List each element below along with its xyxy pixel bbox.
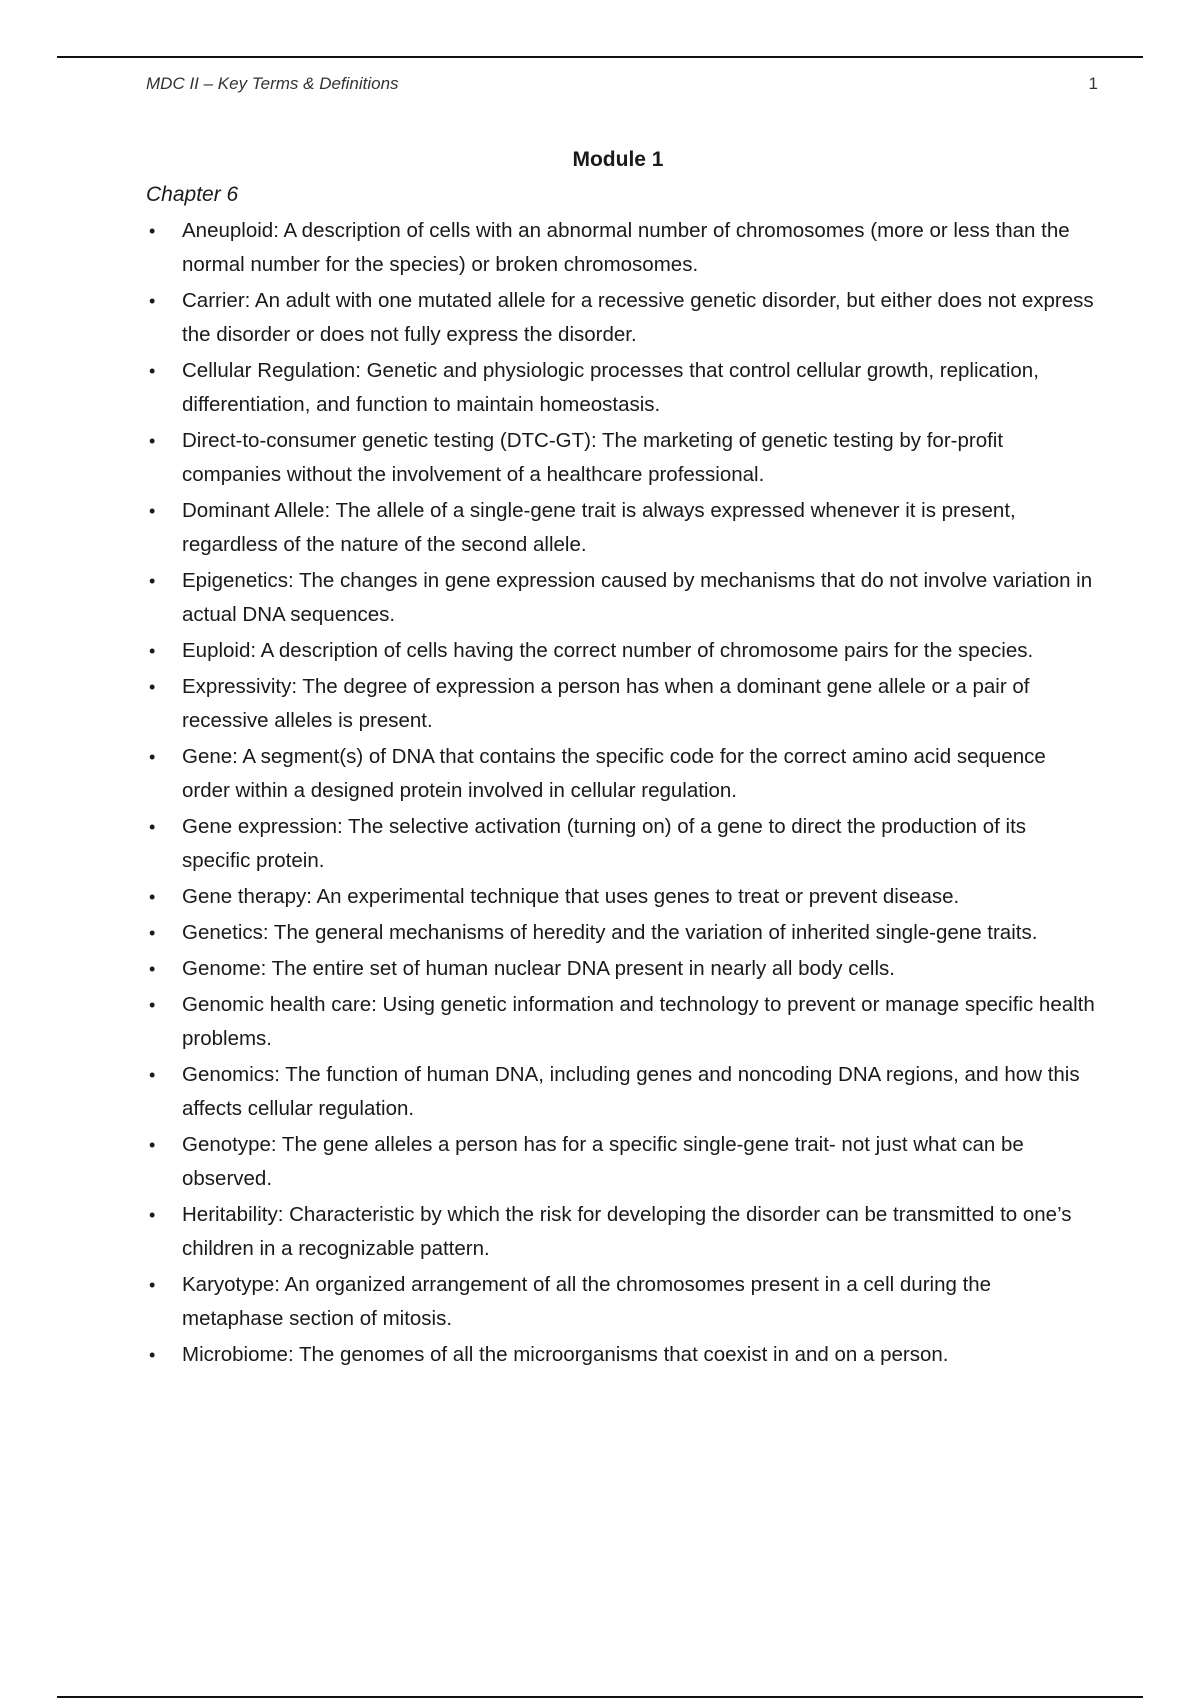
bullet-icon: • <box>149 1345 156 1365</box>
term-list-item <box>146 1198 1096 1266</box>
term-list-item <box>146 424 1096 492</box>
term-list-item <box>146 1128 1096 1196</box>
term-list-item <box>146 564 1096 632</box>
term-definition: Genetics: The general mechanisms of heredity and the variation of inherited single-gene traits. <box>182 921 1038 944</box>
term-definition: Aneuploid: A description of cells with an abnormal number of chromosomes (more or less than the normal number for the species) or broken chromosomes. <box>182 219 1070 276</box>
term-definition: Expressivity: The degree of expression a person has when a dominant gene allele or a pair of recessive alleles is present. <box>182 675 1030 732</box>
bullet-icon: • <box>149 995 156 1015</box>
module-title: Module 1 <box>572 148 664 171</box>
bullet-icon: • <box>149 431 156 451</box>
bullet-icon: • <box>149 1135 156 1155</box>
term-list-item <box>146 880 1096 914</box>
bullet-icon: • <box>149 1205 156 1225</box>
running-header: MDC II – Key Terms & Definitions <box>146 74 399 93</box>
term-list-item <box>146 988 1096 1056</box>
term-list-item <box>146 634 1096 668</box>
term-definition: Gene: A segment(s) of DNA that contains the specific code for the correct amino acid sequence order within a designed protein involved in cellular regulation. <box>182 745 1046 802</box>
bullet-icon: • <box>149 923 156 943</box>
term-definition: Genomic health care: Using genetic information and technology to prevent or manage specific health problems. <box>182 993 1095 1050</box>
bullet-icon: • <box>149 1065 156 1085</box>
term-definition: Genomics: The function of human DNA, including genes and noncoding DNA regions, and how this affects cellular regulation. <box>182 1063 1080 1120</box>
terms-list <box>146 214 1096 1374</box>
term-definition: Euploid: A description of cells having the correct number of chromosome pairs for the species. <box>182 639 1034 662</box>
bullet-icon: • <box>149 887 156 907</box>
bullet-icon: • <box>149 1275 156 1295</box>
term-list-item <box>146 1268 1096 1336</box>
bullet-icon: • <box>149 221 156 241</box>
bullet-icon: • <box>149 817 156 837</box>
bullet-icon: • <box>149 641 156 661</box>
bullet-icon: • <box>149 677 156 697</box>
bullet-icon: • <box>149 501 156 521</box>
header-rule <box>57 56 1143 58</box>
bullet-icon: • <box>149 291 156 311</box>
bullet-icon: • <box>149 747 156 767</box>
term-list-item <box>146 952 1096 986</box>
term-definition: Karyotype: An organized arrangement of all the chromosomes present in a cell during the metaphase section of mitosis. <box>182 1273 992 1330</box>
term-list-item <box>146 670 1096 738</box>
bullet-icon: • <box>149 361 156 381</box>
bullet-icon: • <box>149 959 156 979</box>
term-list-item <box>146 494 1096 562</box>
term-definition: Heritability: Characteristic by which the risk for developing the disorder can be transmitted to one’s children in a recognizable pattern. <box>182 1203 1072 1260</box>
term-definition: Genotype: The gene alleles a person has for a specific single-gene trait- not just what can be observed. <box>182 1133 1024 1190</box>
term-definition: Gene expression: The selective activation (turning on) of a gene to direct the production of its specific protein. <box>182 815 1027 872</box>
term-definition: Carrier: An adult with one mutated allele for a recessive genetic disorder, but either does not express the disorder or does not fully express the disorder. <box>182 289 1094 346</box>
term-definition: Direct-to-consumer genetic testing (DTC-GT): The marketing of genetic testing by for-profit companies without the involvement of a healthcare professional. <box>182 429 1004 486</box>
term-list-item <box>146 1058 1096 1126</box>
term-definition: Gene therapy: An experimental technique that uses genes to treat or prevent disease. <box>182 885 960 908</box>
term-list-item <box>146 1338 1096 1372</box>
term-definition: Epigenetics: The changes in gene expression caused by mechanisms that do not involve variation in actual DNA sequences. <box>182 569 1093 626</box>
term-definition: Microbiome: The genomes of all the microorganisms that coexist in and on a person. <box>182 1343 949 1366</box>
term-definition: Cellular Regulation: Genetic and physiologic processes that control cellular growth, replication, differentiation, and function to maintain homeostasis. <box>182 359 1039 416</box>
chapter-heading: Chapter 6 <box>146 183 239 206</box>
term-list-item <box>146 354 1096 422</box>
term-definition: Genome: The entire set of human nuclear DNA present in nearly all body cells. <box>182 957 895 980</box>
page-number: 1 <box>1088 74 1098 93</box>
term-list-item <box>146 810 1096 878</box>
bullet-icon: • <box>149 571 156 591</box>
term-list-item <box>146 284 1096 352</box>
term-definition: Dominant Allele: The allele of a single-gene trait is always expressed whenever it is present, regardless of the nature of the second allele. <box>182 499 1016 556</box>
footer-rule <box>57 1696 1143 1698</box>
term-list-item <box>146 214 1096 282</box>
term-list-item <box>146 916 1096 950</box>
term-list-item <box>146 740 1096 808</box>
